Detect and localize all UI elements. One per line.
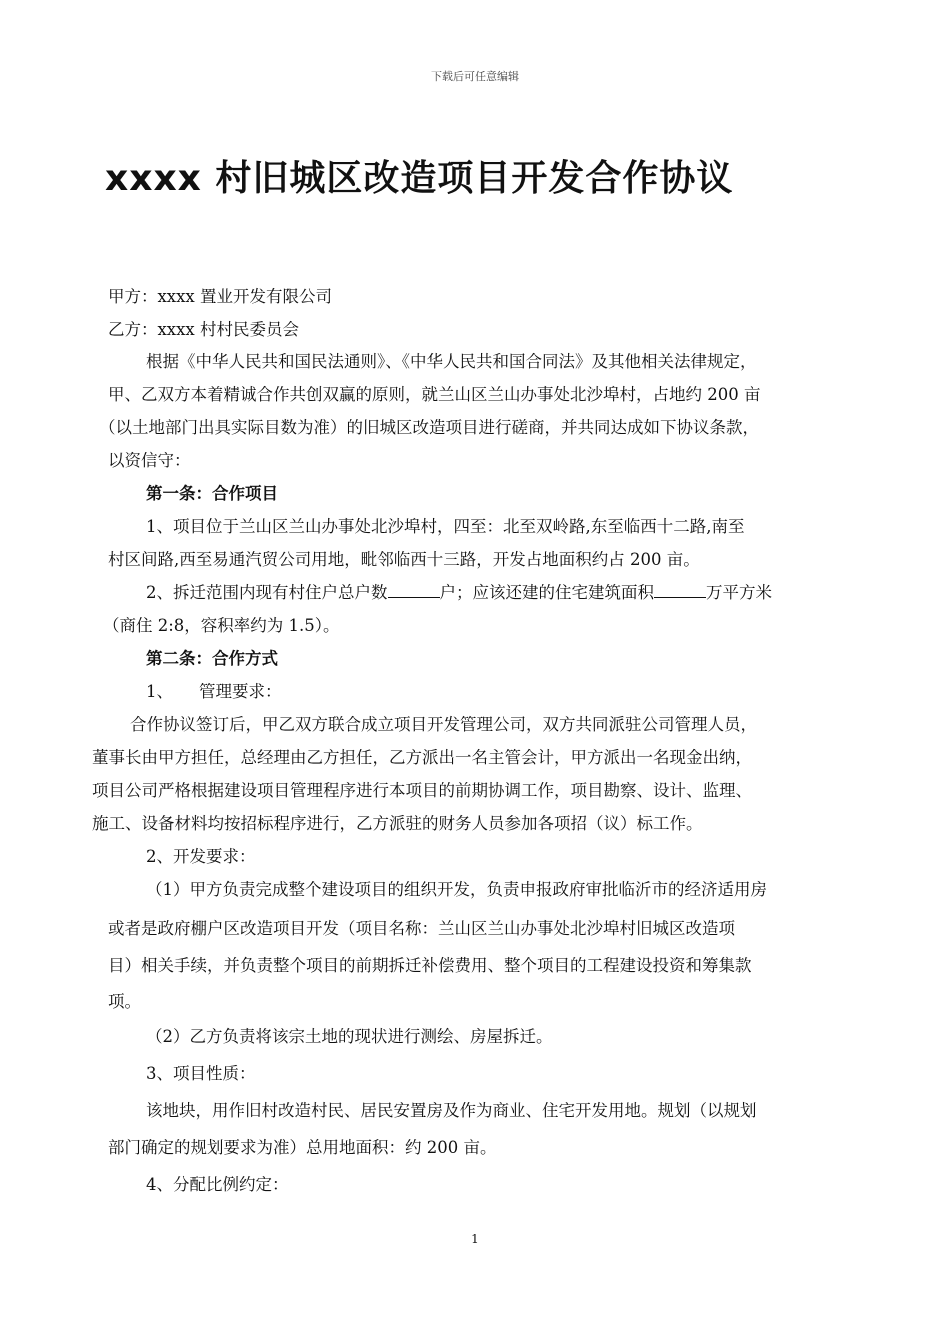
article-1-item-2-line: （商住 2:8，容积率约为 1.5）。 — [103, 616, 340, 635]
article-1-item-1: 村区间路,西至易通汽贸公司用地，毗邻临西十三路，开发占地面积约占 200 亩。 — [108, 550, 700, 569]
area-blank — [654, 579, 706, 598]
section-3-label: 3、项目性质： — [146, 1064, 256, 1083]
section-1-number: 1、 — [146, 682, 173, 701]
header-note: 下载后可任意编辑 — [431, 70, 519, 83]
page-number: 1 — [471, 1232, 479, 1246]
intro-line: 甲、乙双方本着精诚合作共创双赢的原则，就兰山区兰山办事处北沙埠村，占地约 200 亩 — [108, 385, 761, 404]
intro-line: （以土地部门出具实际目数为准）的旧城区改造项目进行磋商，并共同达成如下协议条款， — [99, 418, 759, 437]
section-1-body: 合作协议签订后，甲乙双方联合成立项目开发管理公司，双方共同派驻公司管理人员， — [130, 715, 757, 734]
item-2-text: 万平方米 — [706, 583, 772, 602]
section-2-para-2: （2）乙方负责将该宗土地的现状进行测绘、房屋拆迁。 — [146, 1027, 553, 1046]
section-2-para-1: 目）相关手续，并负责整个项目的前期拆迁补偿费用、整个项目的工程建设投资和筹集款 — [108, 956, 752, 975]
section-3-body: 部门确定的规划要求为准）总用地面积：约 200 亩。 — [108, 1138, 497, 1157]
households-blank — [388, 579, 440, 598]
article-1-heading: 第一条：合作项目 — [146, 484, 278, 503]
item-2-text: 户；应该还建的住宅建筑面积 — [439, 583, 654, 602]
section-3-body: 该地块，用作旧村改造村民、居民安置房及作为商业、住宅开发用地。规划（以规划 — [146, 1101, 757, 1120]
section-1-title: 管理要求： — [199, 682, 282, 701]
article-2-heading: 第二条：合作方式 — [146, 649, 278, 668]
article-1-item-2 — [146, 576, 772, 609]
article-1-item-1: 1、项目位于兰山区兰山办事处北沙埠村，四至：北至双岭路,东至临西十二路,南至 — [146, 517, 745, 536]
section-1-body: 施工、设备材料均按招标程序进行，乙方派驻的财务人员参加各项招（议）标工作。 — [92, 814, 703, 833]
section-2-para-1: 或者是政府棚户区改造项目开发（项目名称：兰山区兰山办事处北沙埠村旧城区改造项 — [108, 919, 735, 938]
intro-line: 根据《中华人民共和国民法通则》、《中华人民共和国合同法》及其他相关法律规定， — [146, 352, 757, 371]
section-4-label: 4、分配比例约定： — [146, 1175, 289, 1194]
party-a: 甲方：xxxx 置业开发有限公司 — [108, 287, 332, 306]
section-2-para-1: 项。 — [108, 992, 141, 1011]
section-1-body: 项目公司严格根据建设项目管理程序进行本项目的前期协调工作，项目勘察、设计、监理、 — [92, 781, 752, 800]
section-2-para-1: （1）甲方负责完成整个建设项目的组织开发，负责申报政府审批临沂市的经济适用房 — [146, 880, 767, 899]
section-1-label — [146, 675, 282, 708]
section-1-body: 董事长由甲方担任，总经理由乙方担任，乙方派出一名主管会计，甲方派出一名现金出纳， — [92, 748, 752, 767]
section-2-label: 2、开发要求： — [146, 847, 256, 866]
item-2-text: 2、拆迁范围内现有村住户总户数 — [146, 583, 388, 602]
document-title: xxxx 村旧城区改造项目开发合作协议 — [105, 158, 734, 199]
party-b: 乙方：xxxx 村村民委员会 — [108, 320, 299, 339]
intro-line: 以资信守： — [108, 451, 191, 470]
